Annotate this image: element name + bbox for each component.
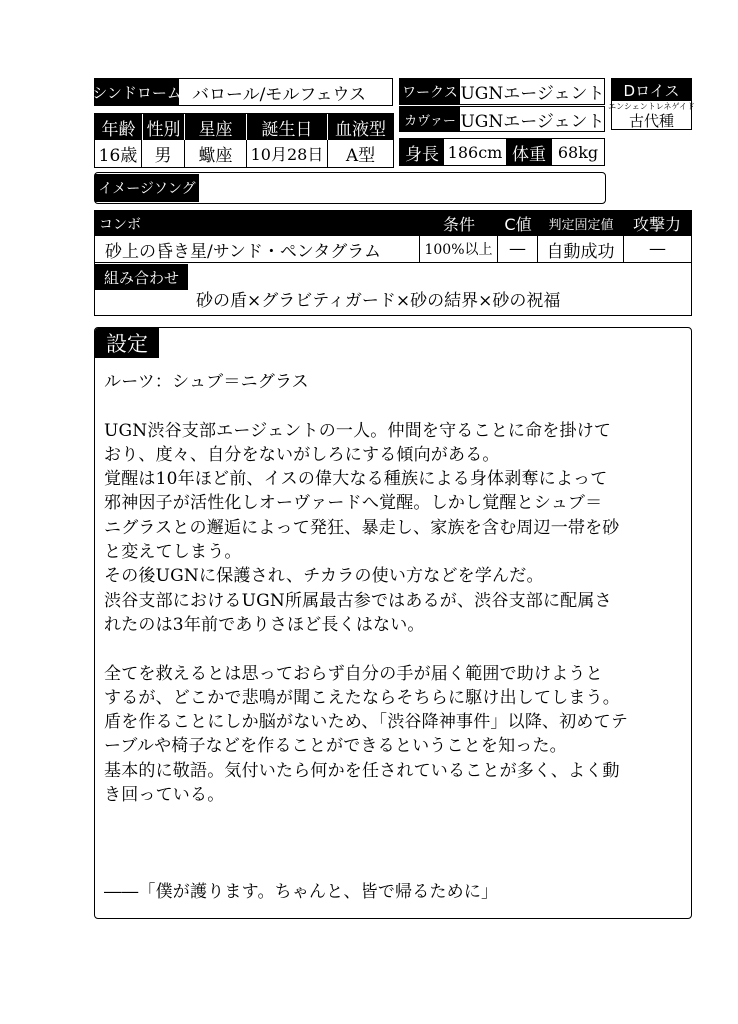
setting-line: ニグラスとの邂逅によって発狂、暴走し、家族を含む周辺一帯を砂 — [104, 517, 620, 538]
combo-cvalue: — — [498, 236, 538, 263]
combo-header-condition: 条件 — [420, 211, 498, 236]
setting-line: おり、度々、自分をないがしろにする傾向がある。 — [104, 444, 500, 465]
weight-value: 68kg — [557, 142, 599, 162]
setting-text — [104, 370, 688, 903]
height-label: 身長 — [400, 139, 444, 165]
combo-header-attack: 攻撃力 — [624, 211, 690, 236]
setting-line: その後UGNに保護され、チカラの使い方などを学んだ。 — [104, 566, 544, 587]
setting-line: 全てを救えるとは思っておらず自分の手が届く範囲で助けようと — [104, 663, 603, 684]
star-label: 星座 — [185, 114, 246, 140]
setting-label: 設定 — [95, 328, 159, 358]
works-label: ワークス — [400, 79, 460, 104]
setting-line — [104, 807, 688, 831]
combo-header-cvalue: C値 — [498, 211, 538, 236]
setting-line — [104, 832, 688, 856]
birthday-value: 10月28日 — [247, 140, 328, 167]
height-value: 186cm — [447, 142, 503, 162]
combo-judge: 自動成功 — [538, 236, 624, 263]
image-song-value — [204, 174, 602, 202]
blood-label: 血液型 — [328, 114, 393, 140]
setting-line: 渋谷支部におけるUGN所属最古参ではあるが、渋谷支部に配属さ — [104, 590, 612, 611]
image-song-label: イメージソング — [95, 174, 199, 202]
blood-value: A型 — [345, 146, 376, 166]
setting-line: するが、どこかで悲鳴が聞こえたならそちらに駆け出してしまう。 — [104, 687, 620, 708]
setting-line: き回っている。 — [104, 785, 225, 806]
setting-line — [104, 394, 688, 418]
gender-value: 男 — [142, 140, 185, 167]
setting-line: 邪神因子が活性化しオーヴァードへ覚醒。しかし覚醒とシュブ＝ — [104, 493, 603, 514]
combo-attack: — — [624, 236, 691, 263]
combo-name: 砂上の昏き星/サンド・ペンタグラム — [95, 236, 420, 263]
cover-label: カヴァー — [400, 107, 460, 131]
age-value: 16歳 — [95, 140, 142, 167]
setting-line — [104, 856, 688, 880]
combination-value: 砂の盾×グラビティガード×砂の結界×砂の祝福 — [196, 290, 561, 311]
combo-header-name: コンボ — [99, 211, 159, 236]
setting-line: と変えてしまう。 — [104, 542, 242, 563]
star-value: 蠍座 — [185, 140, 247, 167]
syndrome-value: バロール/モルフェウス — [192, 84, 367, 105]
setting-line: ーブルや椅子などを作ることができるということを知った。 — [104, 736, 567, 757]
setting-line: 基本的に敬語。気付いたら何かを任されていることが多く、よく動 — [104, 760, 620, 781]
syndrome-label: シンドローム — [95, 79, 179, 105]
dlois-label: Dロイス — [612, 79, 691, 101]
birthday-label: 誕生日 — [247, 114, 327, 140]
dlois-value: 古代種 — [628, 111, 674, 130]
setting-line: UGN渋谷支部エージェントの一人。仲間を守ることに命を掛けて — [104, 420, 612, 441]
setting-line — [104, 637, 688, 661]
setting-line: 盾を作ることにしか脳がないため、「渋谷降神事件」以降、初めてテ — [104, 712, 629, 733]
setting-line: ルーツ：シュブ＝ニグラス — [104, 372, 309, 392]
dlois-subtitle: エンシェントレネゲイド — [608, 102, 695, 111]
setting-line: 覚醒は10年ほど前、イスの偉大なる種族による身体剥奪によって — [104, 469, 608, 490]
cover-value: UGNエージェント — [460, 111, 605, 132]
combo-header-judge: 判定固定値 — [538, 211, 624, 236]
gender-label: 性別 — [143, 114, 184, 140]
setting-line: れたのは3年前でありさほど長くはない。 — [104, 614, 425, 635]
combo-condition: 100%以上 — [420, 236, 498, 263]
combination-label: 組み合わせ — [95, 264, 188, 290]
setting-line: ――「僕が護ります。ちゃんと、皆で帰るために」 — [104, 882, 499, 903]
weight-label: 体重 — [506, 139, 552, 165]
works-value: UGNエージェント — [460, 84, 605, 104]
age-label: 年齢 — [95, 114, 142, 140]
